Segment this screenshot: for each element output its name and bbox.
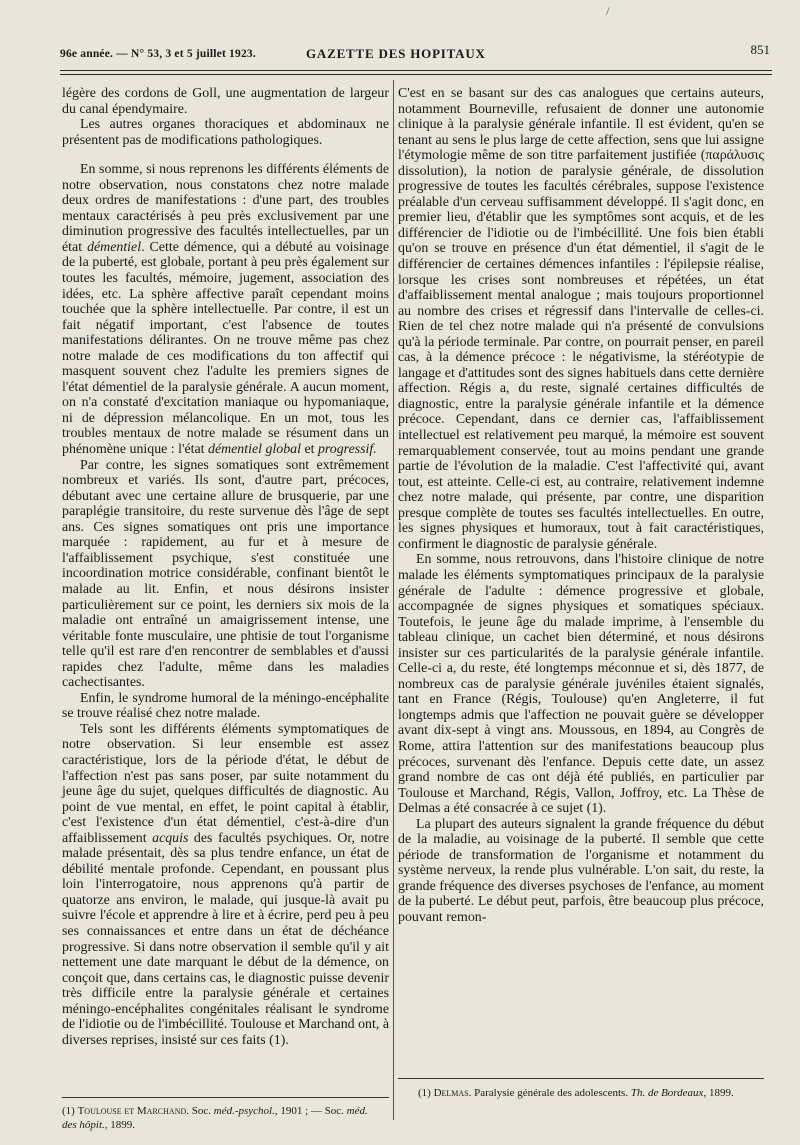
- issue-info: 96e année. — N° 53, 3 et 5 juillet 1923.: [60, 48, 256, 60]
- left-column: [62, 86, 389, 1048]
- footnote-left: (1) Toulouse et Marchand. Soc. méd.-psychol., 1901 ; — Soc. méd. des hôpit., 1899.: [62, 1105, 368, 1131]
- paragraph: C'est en se basant sur des cas analogues que certains auteurs, notamment Bourneville, refusaient de donner une autonomie clinique à la paralysie générale infantile. Il est évident, qu'en se tenant au sens le plus large de cette affection, sens que lui assigne l'étymologie même de son titre parfaitement justifiée (παράλυσις dissolution), la notion de paralysie générale, de dissolution progressive de toutes les facultés cérébrales, suppose l'existence préalable d'un cerveau suffisamment développé. Il s'agit donc, en premier lieu, d'établir que les symptômes sont acquis, et de les différencier de l'idiotie ou de l'imbécillité. Une fois bien établi qu'on se trouve en présence d'un état démentiel, il s'agit de le différencier de certaines démences infantiles : l'épilepsie réalise, lorsque les crises sont nombreuses et répétées, un état d'affaiblissement mental analogue ; mais toujours proportionnel au nombre des crises et régressif dans l'intervalle de celles-ci. Rien de tel chez notre malade qui n'a présenté de convulsions qu'à la période terminale. Par contre, on pourrait penser, en pareil cas, à la démence précoce : le négativisme, la stéréotypie de langage et d'attitudes sont des signes habituels dans cette dernière affection. Régis a, du reste, signalé certaines difficultés de diagnostic, entre la paralysie générale infantile et la démence précoce. Cependant, dans ce dernier cas, l'affaiblissement intellectuel est relativement peu marqué, la mémoire est souvent remarquablement conservée, tout au moins pendant une grande partie de l'évolution de la maladie. C'est l'affectivité qui, avant tout, est atteinte. Celle-ci est, au contraire, relativement indemne chez notre malade, qui présente, par contre, une disparition presque complète de toutes ses facultés intellectuelles. En outre, les signes physiques et humoraux, tout à fait caractéristiques, confirment le diagnostic de paralysie générale.: [398, 86, 764, 552]
- paragraph: La plupart des auteurs signalent la grande fréquence du début de la maladie, au voisinage de la puberté. Il semble que cette période de transformation de l'organisme et notamment du système nerveux, la rende plus vulnérable. L'on sait, du reste, la grande fréquence des diverses psychoses de l'enfance, au moment de la puberté. Le début peut, parfois, être beaucoup plus précoce, pouvant remon-: [398, 816, 764, 925]
- paragraph: Par contre, les signes somatiques sont extrêmement nombreux et variés. Ils sont, d'autre part, précoces, débutant avec une certaine allure de brusquerie, par une paraplégie transitoire, du reste survenue dès l'âge de sept ans. Ces signes somatiques ont pris une importance marquée : rapidement, au fur et à mesure de l'affaiblissement psychique, s'est constituée une incoordination motrice considérable, confinant bientôt le malade au lit. Enfin, et nous désirons insister particulièrement sur ce point, les derniers six mois de la maladie ont entraîné un amaigrissement intense, une véritable fonte musculaire, une phtisie de tout l'organisme telle qu'il est rare d'en rencontrer de semblables et d'aussi rapides chez l'adulte, même dans les maladies cachectisantes.: [62, 457, 389, 691]
- footnote-rule-left: [62, 1097, 389, 1098]
- paragraph: Les autres organes thoraciques et abdominaux ne présentent pas de modifications pathologiques.: [62, 117, 389, 148]
- journal-title: GAZETTE DES HOPITAUX: [306, 46, 486, 61]
- footnote-right: (1) Delmas. Paralysie générale des adolescents. Th. de Bordeaux, 1899.: [418, 1087, 734, 1099]
- header-rule-bottom: [60, 74, 772, 75]
- page-header: [60, 38, 770, 64]
- column-divider: [393, 80, 394, 1120]
- paragraph: Tels sont les différents éléments symptomatiques de notre observation. Si leur ensemble est assez caractéristique, lors de la période d'état, le début de l'affection n'est pas sans poser, par suite notamment du jeune âge du sujet, quelques difficultés de diagnostic. Au point de vue mental, en effet, le point capital à établir, c'est l'existence d'un état démentiel, c'est-à-dire d'un affaiblissement acquis des facultés psychiques. Or, notre malade présentait, dès sa plus tendre enfance, un état de débilité mentale profonde. Cependant, en poussant plus loin l'interrogatoire, nous apprenons qu'à partir de quatorze ans environ, le malade, qui jusque-là avait pu suivre l'école et apprendre à lire et à écrire, perd peu à peu ses connaissances et entre dans un état de déchéance progressive. Si dans notre observation il semble qu'il y ait nettement une date marquant le début de la démence, on conçoit que, dans certains cas, le diagnostic puisse devenir très difficile entre la paralysie générale et certaines méningo-encéphalites congénitales réalisant le syndrome de l'idiotie ou de l'imbécillité. Toulouse et Marchand ont, à diverses reprises, insisté sur ces faits (1).: [62, 721, 389, 1048]
- footnote-rule-right: [398, 1078, 764, 1079]
- header-rule-top: [60, 70, 772, 71]
- paragraph: En somme, nous retrouvons, dans l'histoire clinique de notre malade les éléments symptomatiques principaux de la paralysie générale de l'adulte : démence progressive et globale, accompagnée de signes physiques et somatiques spéciaux. Toutefois, le jeune âge du malade imprime, à l'ensemble du tableau clinique, un cachet bien déterminé, et nous désirons insister sur ces particularités de la paralysie générale infantile. Celle-ci a, du reste, été longtemps méconnue et si, dès 1877, de nombreux cas de paralysie générale juvéniles étaient signalés, tant en France (Régis, Toulouse) qu'en Angleterre, il fut longtemps admis que l'affection ne pouvait guère se développer avant dix-sept à vingt ans. Moussous, en 1894, au Congrès de Rome, attira l'attention sur des manifestations beaucoup plus précoces, survenant dès l'enfance. Depuis cette date, un assez grand nombre de cas ont déjà été publiés, en particulier par Toulouse et Marchand, Régis, Vallon, Joffroy, etc. La Thèse de Delmas a été consacrée à ce sujet (1).: [398, 552, 764, 817]
- page-number: 851: [750, 42, 770, 57]
- paragraph: Enfin, le syndrome humoral de la méningo-encéphalite se trouve réalisé chez notre malade.: [62, 690, 389, 722]
- right-column: [398, 86, 764, 926]
- corner-mark: /: [606, 4, 610, 18]
- paragraph: légère des cordons de Goll, une augmentation de largeur du canal épendymaire.: [62, 86, 389, 117]
- paragraph: En somme, si nous reprenons les différents éléments de notre observation, nous constatons chez notre malade deux ordres de manifestations : d'une part, des troubles mentaux caractérisés à peu près exclusivement par une diminution progressive des facultés intellectuelles, par un état démentiel. Cette démence, qui a débuté au voisinage de la puberté, est globale, portant à peu près également sur toutes les facultés, mémoire, jugement, association des idées, etc. La sphère affective paraît cependant moins touchée que la sphère intellectuelle. Par contre, il est un fait négatif important, c'est l'absence de toutes manifestations délirantes. On ne trouve même pas chez notre malade de ces modifications du ton affectif qui masquent souvent chez l'adulte les premiers signes de l'état démentiel de la paralysie générale. A aucun moment, on n'a constaté d'excitation maniaque ou hypomaniaque, ni de dépression mélancolique. En un mot, tous les troubles mentaux de notre malade se résument dans un phénomène unique : l'état démentiel global et progressif.: [62, 162, 389, 458]
